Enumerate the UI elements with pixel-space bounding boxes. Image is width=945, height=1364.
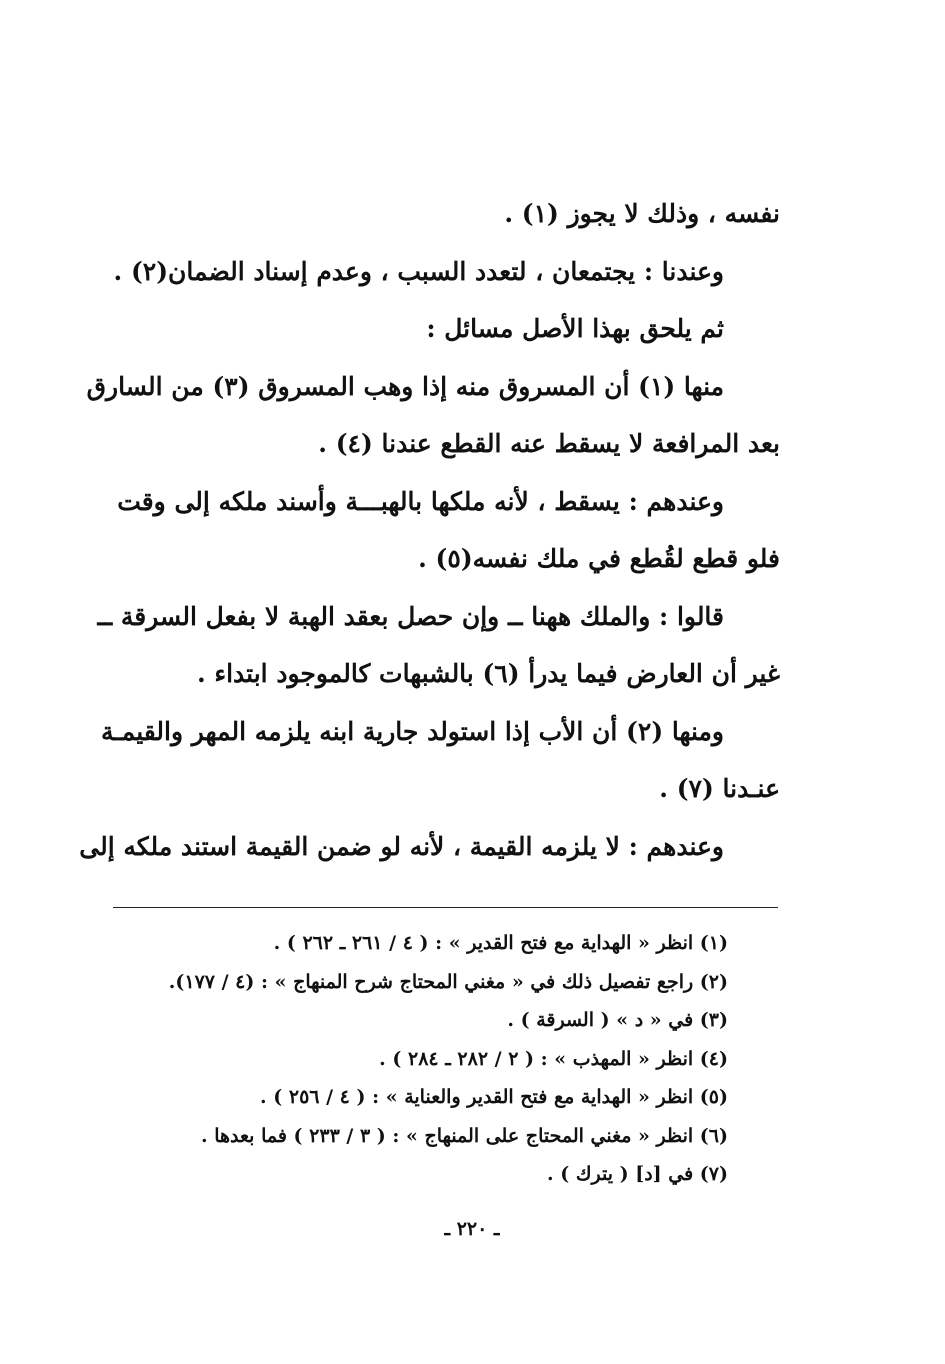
- text-line: عنـدنا (٧) .: [659, 774, 780, 803]
- text-line: قالوا : والملك ههنا ــ وإن حصل بعقد الهبة لا بفعل السرقة ــ: [97, 601, 724, 631]
- footnote: (١) انظر « الهداية مع فتح القدير » : ( ٤ / ٢٦١ ـ ٢٦٢ ) .: [273, 932, 728, 954]
- page-number: ـ ٢٢٠ ـ: [444, 1218, 500, 1240]
- text-line: بعد المرافعة لا يسقط عنه القطع عندنا (٤) .: [318, 429, 780, 458]
- main-text: [79, 185, 780, 875]
- text-line: فلو قطع لقُطع في ملك نفسه(٥) .: [418, 544, 780, 573]
- footnote: (٦) انظر « مغني المحتاج على المنهاج » : ( ٣ / ٢٣٣ ) فما بعدها .: [201, 1124, 728, 1147]
- text-line: نفسه ، وذلك لا يجوز (١) .: [504, 199, 780, 228]
- text-line: وعندنا : يجتمعان ، لتعدد السبب ، وعدم إسناد الضمان(٢) .: [113, 256, 724, 286]
- text-line: وعندهم : لا يلزمه القيمة ، لأنه لو ضمن القيمة استند ملكه إلى: [79, 831, 724, 861]
- footnote: (٧) في [د] ( يترك ) .: [546, 1163, 728, 1185]
- footnote-separator: [113, 907, 778, 908]
- footnote: (٤) انظر « المهذب » : ( ٢ / ٢٨٢ ـ ٢٨٤ ) .: [379, 1047, 728, 1070]
- text-line: ثم يلحق بهذا الأصل مسائل :: [426, 314, 724, 343]
- footnote: (٣) في « د » ( السرقة ) .: [507, 1009, 728, 1031]
- footnote: (٢) راجع تفصيل ذلك في « مغني المحتاج شرح المنهاج » : (٤ / ١٧٧).: [168, 970, 728, 993]
- footnote: (٥) انظر « الهداية مع فتح القدير والعناية » : ( ٤ / ٢٥٦ ) .: [260, 1086, 728, 1108]
- text-line: غير أن العارض فيما يدرأ (٦) بالشبهات كالموجود ابتداء .: [196, 659, 780, 688]
- text-line: وعندهم : يسقط ، لأنه ملكها بالهبـــة وأسند ملكه إلى وقت: [117, 486, 724, 516]
- text-line: ومنها (٢) أن الأب إذا استولد جارية ابنه يلزمه المهر والقيمـة: [101, 716, 724, 746]
- footnotes: [168, 924, 728, 1194]
- text-line: منها (١) أن المسروق منه إذا وهب المسروق (٣) من السارق: [86, 371, 724, 401]
